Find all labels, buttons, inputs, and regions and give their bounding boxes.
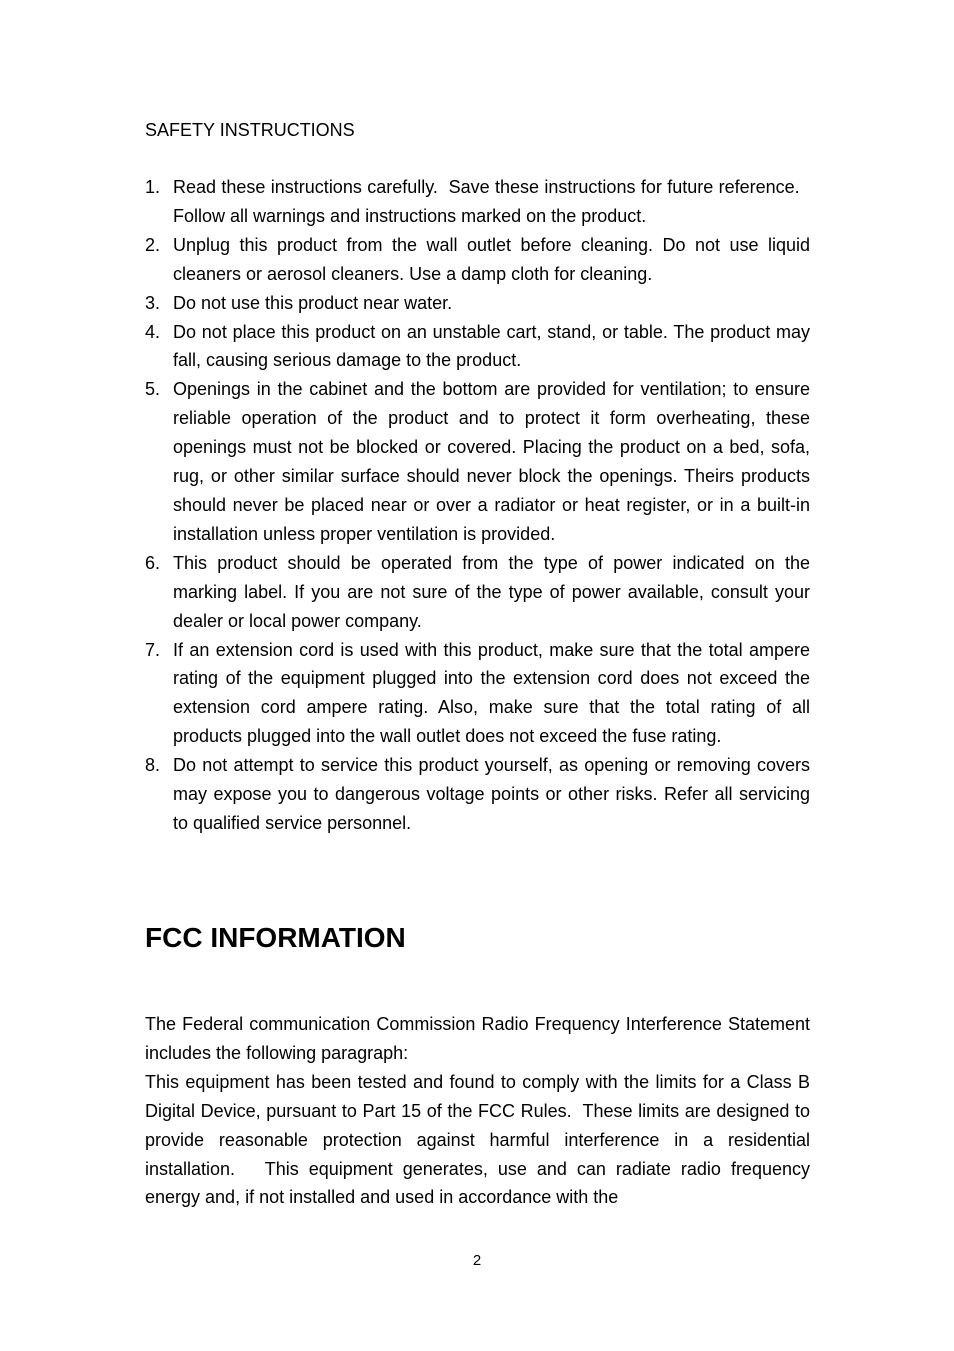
list-number: 8.: [145, 755, 161, 776]
list-item-text: Openings in the cabinet and the bottom are provided for ventilation; to ensure reliable operation of the product and to protect it form overheating, these openings must not be blocked or covered. Placing the product on a bed, sofa, rug, or other similar surface should never block the openings. Theirs products should never be placed near or over a radiator or heat register, or in a built-in installation unless proper ventilation is provided.: [173, 379, 810, 544]
fcc-paragraph-intro: The Federal communication Commission Radio Frequency Interference Statement includes the following paragraph:: [145, 1014, 810, 1063]
fcc-information-body: [145, 1010, 810, 1212]
list-number: 3.: [145, 292, 161, 313]
list-item-text: Read these instructions carefully. Save these instructions for future reference. Follow all warnings and instructions marked on the product.: [173, 177, 810, 226]
list-item-text: Do not use this product near water.: [173, 292, 453, 313]
fcc-paragraph-compliance: This equipment has been tested and found to comply with the limits for a Class B Digital Device, pursuant to Part 15 of the FCC Rules. These limits are designed to provide reasonable protection against harmful interference in a residential installation. This equipment generates, use and can radiate radio frequency energy and, if not installed and used in accordance with the: [145, 1071, 810, 1208]
safety-item-8: [145, 751, 810, 838]
safety-item-2: [145, 231, 810, 289]
fcc-information-heading: FCC INFORMATION: [145, 922, 406, 953]
safety-instructions-list: [145, 173, 810, 838]
list-item-text: This product should be operated from the type of power indicated on the marking label. If you are not sure of the type of power available, consult your dealer or local power company.: [173, 552, 810, 631]
list-number: 4.: [145, 321, 161, 342]
safety-item-3: [145, 289, 810, 318]
list-item-text: Unplug this product from the wall outlet before cleaning. Do not use liquid cleaners or aerosol cleaners. Use a damp cloth for cleaning.: [173, 234, 810, 284]
list-item-text: If an extension cord is used with this product, make sure that the total ampere rating of the equipment plugged into the extension cord does not exceed the extension cord ampere rating. Also, make sure that the total rating of all products plugged into the wall outlet does not exceed the fuse rating.: [173, 639, 810, 747]
list-number: 2.: [145, 234, 161, 255]
safety-item-7: [145, 636, 810, 752]
safety-item-1: [145, 173, 810, 231]
list-number: 7.: [145, 639, 161, 660]
list-number: 5.: [145, 379, 161, 400]
safety-item-5: [145, 375, 810, 548]
safety-item-4: [145, 318, 810, 376]
safety-instructions-heading: SAFETY INSTRUCTIONS: [145, 120, 355, 140]
list-number: 1.: [145, 177, 161, 197]
page-number: 2: [472, 1252, 482, 1269]
safety-item-6: [145, 549, 810, 636]
list-item-text: Do not place this product on an unstable cart, stand, or table. The product may fall, causing serious damage to the product.: [173, 321, 810, 371]
list-number: 6.: [145, 552, 161, 573]
list-item-text: Do not attempt to service this product yourself, as opening or removing covers may expose you to dangerous voltage points or other risks. Refer all servicing to qualified service personnel.: [173, 755, 810, 833]
